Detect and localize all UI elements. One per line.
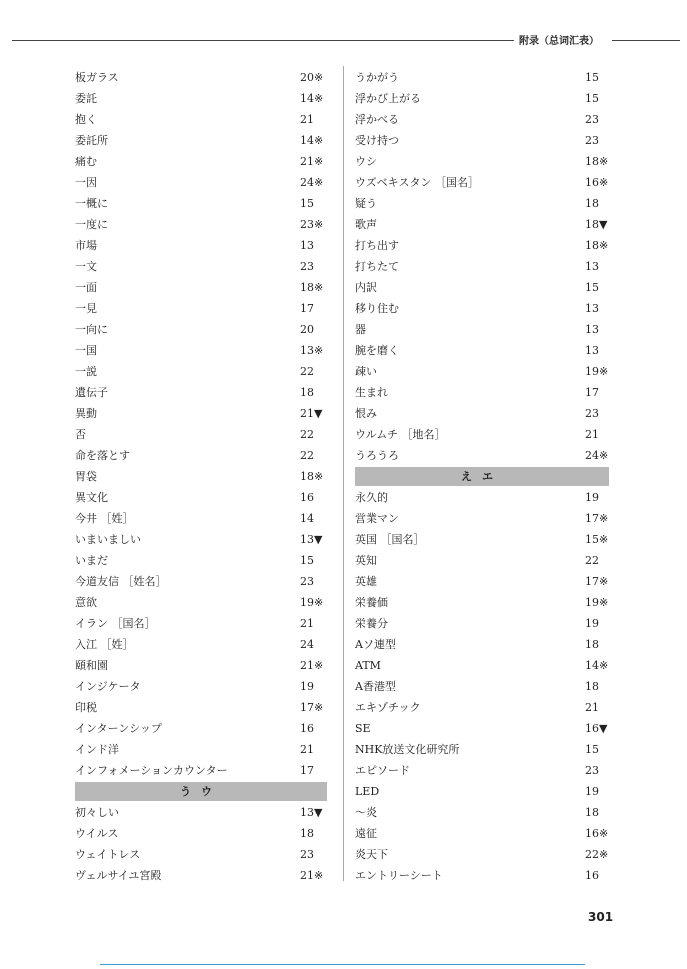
entry-term: ATM	[355, 659, 381, 672]
index-entry	[75, 151, 327, 172]
entry-page: 22	[300, 428, 314, 441]
entry-page: 18※	[585, 155, 609, 168]
entry-term: 一説	[75, 365, 97, 378]
index-entry	[75, 214, 327, 235]
entry-page: 21	[300, 743, 314, 756]
index-entry	[355, 865, 609, 886]
entry-term: 炎天下	[355, 848, 388, 861]
entry-page: 13▼	[300, 806, 323, 819]
entry-term: 一概に	[75, 197, 108, 210]
entry-term: LED	[355, 785, 380, 798]
entry-page: 16※	[585, 827, 609, 840]
index-entry	[355, 340, 609, 361]
entry-page: 23	[585, 113, 599, 126]
entry-term: 一度に	[75, 218, 108, 231]
entry-page: 20※	[300, 71, 324, 84]
section-heading: えエ	[355, 467, 609, 486]
index-entry	[355, 781, 609, 802]
running-header: 附录（总词汇表）	[519, 36, 599, 47]
index-entry	[75, 592, 327, 613]
index-entry	[355, 298, 609, 319]
entry-page: 14※	[585, 659, 609, 672]
entry-page: 18※	[300, 281, 324, 294]
entry-page: 15※	[585, 533, 609, 546]
index-entry	[75, 676, 327, 697]
entry-term: 印税	[75, 701, 97, 714]
entry-term: 永久的	[355, 491, 388, 504]
entry-term: うろうろ	[355, 449, 399, 462]
entry-term: 胃袋	[75, 470, 97, 483]
index-entry	[75, 550, 327, 571]
index-entry	[355, 361, 609, 382]
entry-term: 異文化	[75, 491, 108, 504]
index-entry	[355, 151, 609, 172]
entry-term: 浮かべる	[355, 113, 399, 126]
entry-page: 23	[300, 848, 314, 861]
index-entry	[75, 529, 327, 550]
entry-page: 18	[585, 197, 599, 210]
entry-page: 18	[300, 827, 314, 840]
entry-page: 19	[585, 617, 599, 630]
entry-term: エキゾチック	[355, 701, 421, 714]
page-number: 301	[588, 910, 614, 924]
entry-page: 23	[585, 407, 599, 420]
entry-term: ウェイトレス	[75, 848, 141, 861]
entry-page: 13	[585, 323, 599, 336]
entry-term: 器	[355, 323, 366, 336]
entry-term: いまだ	[75, 554, 108, 567]
index-entry	[75, 445, 327, 466]
index-entry	[75, 571, 327, 592]
index-entry	[355, 844, 609, 865]
index-entry	[355, 382, 609, 403]
index-entry	[75, 256, 327, 277]
entry-page: 13	[585, 260, 599, 273]
index-entry	[355, 172, 609, 193]
index-entry	[75, 760, 327, 781]
index-entry	[355, 655, 609, 676]
entry-term: 異動	[75, 407, 97, 420]
index-entry	[355, 130, 609, 151]
index-entry	[355, 676, 609, 697]
entry-term: エピソード	[355, 764, 410, 777]
entry-page: 16	[585, 869, 599, 882]
entry-page: 13	[585, 302, 599, 315]
entry-term: 栄養価	[355, 596, 388, 609]
entry-page: 18	[300, 386, 314, 399]
index-entry	[355, 508, 609, 529]
index-entry	[75, 865, 327, 886]
entry-term: 生まれ	[355, 386, 388, 399]
entry-term: ウイルス	[75, 827, 119, 840]
entry-page: 21	[300, 113, 314, 126]
index-entry	[355, 739, 609, 760]
index-entry	[75, 634, 327, 655]
entry-term: 市場	[75, 239, 97, 252]
entry-page: 19※	[585, 596, 609, 609]
entry-term: いまいましい	[75, 533, 141, 546]
entry-term: 否	[75, 428, 86, 441]
index-entry	[75, 613, 327, 634]
index-entry	[355, 823, 609, 844]
entry-term: うかがう	[355, 71, 399, 84]
entry-term: ウシ	[355, 155, 377, 168]
entry-term: 打ち出す	[355, 239, 399, 252]
entry-term: 入江 ［姓］	[75, 638, 134, 651]
entry-page: 17※	[300, 701, 324, 714]
index-entry	[75, 382, 327, 403]
entry-term: 歌声	[355, 218, 377, 231]
index-entry	[75, 487, 327, 508]
footer-area	[0, 922, 687, 969]
entry-term: 今道友信 ［姓名］	[75, 575, 167, 588]
index-entry	[355, 214, 609, 235]
entry-term: 痛む	[75, 155, 97, 168]
entry-page: 23	[300, 260, 314, 273]
entry-page: 21※	[300, 869, 324, 882]
entry-term: 一文	[75, 260, 97, 273]
index-entry	[355, 235, 609, 256]
index-entry	[75, 319, 327, 340]
entry-term: 意欲	[75, 596, 97, 609]
entry-term: 一面	[75, 281, 97, 294]
index-entry	[75, 361, 327, 382]
entry-term: 移り住む	[355, 302, 399, 315]
index-entry	[355, 109, 609, 130]
entry-term: 栄養分	[355, 617, 388, 630]
index-entry	[75, 67, 327, 88]
entry-page: 17	[585, 386, 599, 399]
index-entry	[75, 718, 327, 739]
index-entry	[75, 823, 327, 844]
index-entry	[75, 802, 327, 823]
index-entry	[355, 634, 609, 655]
entry-term: 疎い	[355, 365, 377, 378]
index-entry	[355, 88, 609, 109]
index-entry	[75, 844, 327, 865]
index-entry	[355, 718, 609, 739]
index-entry	[75, 88, 327, 109]
entry-term: 打ちたて	[355, 260, 399, 273]
entry-page: 15	[585, 743, 599, 756]
entry-term: 一因	[75, 176, 97, 189]
entry-page: 15	[585, 92, 599, 105]
entry-page: 13▼	[300, 533, 323, 546]
index-entry	[355, 571, 609, 592]
entry-term: 遠征	[355, 827, 377, 840]
entry-term: NHK放送文化研究所	[355, 743, 460, 756]
index-entry	[355, 529, 609, 550]
entry-term: 受け持つ	[355, 134, 399, 147]
entry-page: 21※	[300, 155, 324, 168]
entry-term: 腕を磨く	[355, 344, 399, 357]
entry-term: インターンシップ	[75, 722, 162, 735]
index-entry	[355, 319, 609, 340]
entry-page: 17※	[585, 575, 609, 588]
section-heading: うウ	[75, 782, 327, 801]
entry-page: 23	[300, 575, 314, 588]
entry-page: 23	[585, 764, 599, 777]
entry-term: 営業マン	[355, 512, 399, 525]
entry-page: 21	[585, 701, 599, 714]
index-entry	[355, 277, 609, 298]
entry-page: 19	[585, 491, 599, 504]
entry-term: 一国	[75, 344, 97, 357]
entry-term: 初々しい	[75, 806, 119, 819]
entry-page: 15	[300, 197, 314, 210]
entry-page: 17	[300, 764, 314, 777]
entry-page: 18	[585, 680, 599, 693]
entry-term: エントリーシート	[355, 869, 443, 882]
index-entry	[75, 298, 327, 319]
entry-page: 16	[300, 722, 314, 735]
entry-term: 浮かび上がる	[355, 92, 421, 105]
entry-page: 18※	[585, 239, 609, 252]
entry-term: 一向に	[75, 323, 108, 336]
entry-term: インジケータ	[75, 680, 141, 693]
entry-page: 15	[585, 71, 599, 84]
entry-page: 20	[300, 323, 314, 336]
entry-page: 19	[585, 785, 599, 798]
column-divider	[343, 66, 344, 881]
entry-page: 22※	[585, 848, 609, 861]
entry-term: ウルムチ ［地名］	[355, 428, 446, 441]
entry-page: 21	[585, 428, 599, 441]
entry-page: 18※	[300, 470, 324, 483]
entry-term: SE	[355, 722, 371, 735]
entry-page: 16▼	[585, 722, 608, 735]
header-rule-right	[612, 40, 680, 41]
entry-term: インド洋	[75, 743, 119, 756]
entry-term: インフォメーションカウンター	[75, 764, 228, 777]
entry-page: 19※	[300, 596, 324, 609]
entry-page: 23	[585, 134, 599, 147]
entry-page: 22	[585, 554, 599, 567]
index-entry	[75, 109, 327, 130]
index-entry	[355, 697, 609, 718]
index-entry	[355, 592, 609, 613]
entry-term: 遺伝子	[75, 386, 108, 399]
entry-page: 21	[300, 617, 314, 630]
entry-page: 23※	[300, 218, 324, 231]
entry-page: 17※	[585, 512, 609, 525]
entry-page: 16※	[585, 176, 609, 189]
entry-term: ウズベキスタン ［国名］	[355, 176, 479, 189]
entry-term: 抱く	[75, 113, 97, 126]
entry-page: 22	[300, 449, 314, 462]
index-entry	[355, 193, 609, 214]
index-entry	[75, 424, 327, 445]
index-entry	[355, 550, 609, 571]
entry-page: 15	[585, 281, 599, 294]
entry-page: 14※	[300, 92, 324, 105]
entry-page: 17	[300, 302, 314, 315]
entry-page: 14	[300, 512, 314, 525]
entry-page: 13	[300, 239, 314, 252]
entry-page: 24※	[585, 449, 609, 462]
index-entry	[75, 130, 327, 151]
bottom-rule	[100, 964, 585, 965]
entry-page: 13※	[300, 344, 324, 357]
entry-term: 内訳	[355, 281, 377, 294]
index-entry	[75, 172, 327, 193]
index-entry	[355, 487, 609, 508]
entry-term: 恨み	[355, 407, 377, 420]
index-entry	[355, 445, 609, 466]
entry-term: 一見	[75, 302, 97, 315]
index-entry	[355, 613, 609, 634]
index-entry	[75, 697, 327, 718]
index-entry	[75, 739, 327, 760]
index-entry	[355, 802, 609, 823]
entry-term: A香港型	[355, 680, 396, 693]
entry-page: 15	[300, 554, 314, 567]
entry-term: 命を落とす	[75, 449, 130, 462]
header-rule-left	[12, 40, 514, 41]
entry-page: 19	[300, 680, 314, 693]
index-entry	[355, 256, 609, 277]
index-entry	[75, 466, 327, 487]
entry-page: 18	[585, 806, 599, 819]
entry-term: 頤和園	[75, 659, 108, 672]
entry-page: 21▼	[300, 407, 323, 420]
entry-term: 委託	[75, 92, 97, 105]
index-entry	[75, 655, 327, 676]
entry-page: 14※	[300, 134, 324, 147]
entry-page: 24	[300, 638, 314, 651]
index-entry	[75, 235, 327, 256]
entry-term: ヴェルサイユ宮殿	[75, 869, 162, 882]
entry-page: 19※	[585, 365, 609, 378]
index-entry	[355, 67, 609, 88]
index-entry	[75, 277, 327, 298]
entry-term: ～炎	[355, 806, 377, 819]
entry-page: 22	[300, 365, 314, 378]
index-entry	[75, 403, 327, 424]
entry-term: 疑う	[355, 197, 377, 210]
index-column-right	[355, 67, 609, 886]
entry-page: 24※	[300, 176, 324, 189]
entry-term: 板ガラス	[75, 71, 119, 84]
entry-term: 委託所	[75, 134, 108, 147]
entry-term: Aソ連型	[355, 638, 396, 651]
entry-page: 18	[585, 638, 599, 651]
entry-page: 18▼	[585, 218, 608, 231]
entry-term: 英国 ［国名］	[355, 533, 425, 546]
entry-term: 英雄	[355, 575, 377, 588]
entry-term: イラン ［国名］	[75, 617, 156, 630]
index-entry	[75, 193, 327, 214]
index-entry	[355, 424, 609, 445]
index-entry	[355, 403, 609, 424]
entry-term: 英知	[355, 554, 377, 567]
index-column-left	[75, 67, 327, 886]
index-entry	[75, 508, 327, 529]
entry-page: 16	[300, 491, 314, 504]
entry-term: 今井 ［姓］	[75, 512, 134, 525]
index-entry	[355, 760, 609, 781]
index-entry	[75, 340, 327, 361]
entry-page: 13	[585, 344, 599, 357]
entry-page: 21※	[300, 659, 324, 672]
